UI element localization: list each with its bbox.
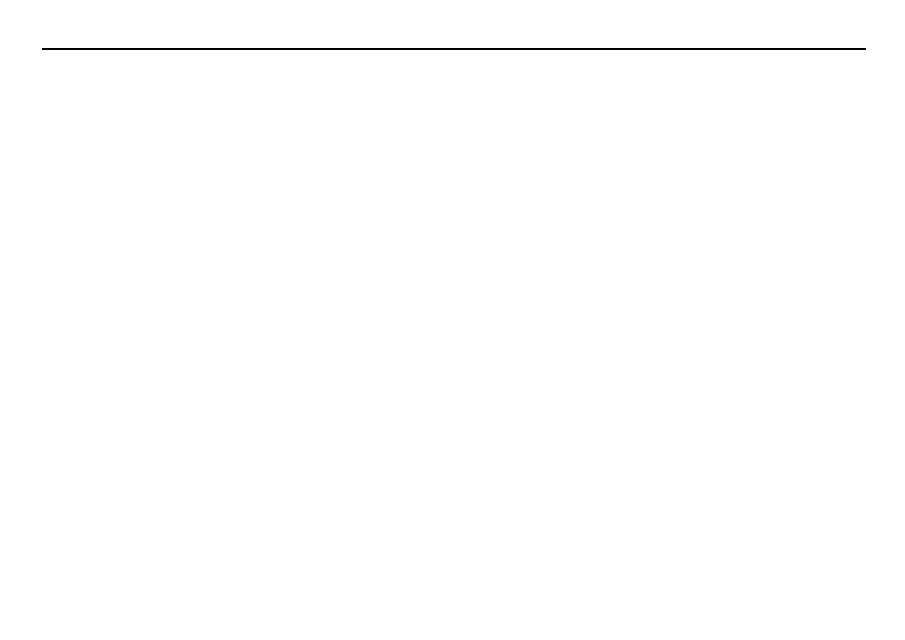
section-title [43, 49, 866, 50]
section-header [43, 49, 866, 50]
appendix-table [42, 48, 866, 50]
data-table [42, 48, 866, 50]
